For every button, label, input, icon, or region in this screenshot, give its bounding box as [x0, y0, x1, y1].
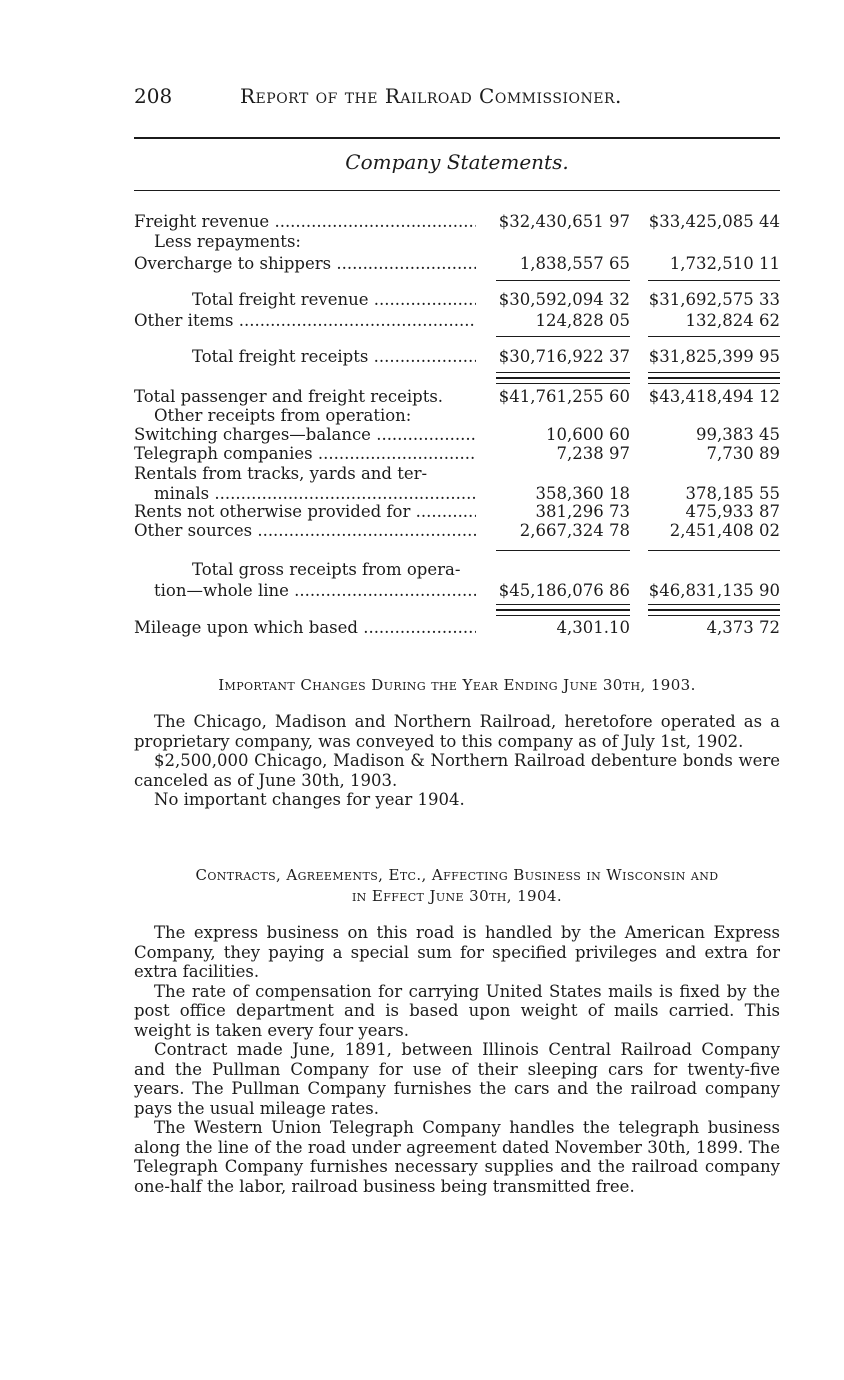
row-label: Total freight revenue ..... [192, 290, 476, 310]
value-col1: 358,360 18 [535, 484, 630, 503]
changes-heading: Important Changes During the Year Ending June 30th, 1903. [218, 676, 696, 694]
row-label: Other sources ..... [134, 521, 476, 541]
changes-body [134, 712, 780, 810]
statement-row [134, 406, 780, 426]
row-label: Overcharge to shippers ..... [134, 254, 476, 274]
row-label: Total freight receipts ..... [192, 347, 476, 367]
statement-row [134, 212, 780, 232]
running-title: Report of the Railroad Commissioner. [240, 84, 622, 108]
sum-rule [496, 550, 630, 551]
sum-rule [496, 280, 630, 281]
contracts-body [134, 923, 780, 1196]
double-rule [648, 610, 780, 616]
value-col1: 381,296 73 [535, 502, 630, 521]
row-label: Rents not otherwise provided for ..... [134, 502, 476, 522]
sum-rule [648, 336, 780, 337]
section-rule [134, 190, 780, 191]
paragraph: The express business on this road is handled by the American Express Company, they paying a special sum for specified privileges and extra for extra facilities. [134, 923, 780, 981]
value-col1: 4,301.10 [556, 618, 630, 637]
value-col2: 132,824 62 [685, 311, 780, 330]
value-col2: $31,692,575 33 [648, 290, 780, 309]
statement-row [134, 560, 780, 580]
row-label: Total gross receipts from opera- [192, 560, 461, 579]
row-label: Other receipts from operation: [154, 406, 412, 425]
statement-row [134, 425, 780, 445]
double-rule [496, 378, 630, 384]
statement-row [134, 618, 780, 638]
value-col1: 124,828 05 [535, 311, 630, 330]
statement-row [134, 387, 780, 407]
value-col1: $41,761,255 60 [498, 387, 630, 406]
statement-row [134, 347, 780, 367]
value-col1: 2,667,324 78 [519, 521, 630, 540]
value-col1: $30,716,922 37 [498, 347, 630, 366]
value-col2: $43,418,494 12 [648, 387, 780, 406]
statement-row [134, 311, 780, 331]
paragraph: The Western Union Telegraph Company handles the telegraph business along the line of the road under agreement dated November 30th, 1899. The Telegraph Company furnishes necessary supplies and the railroad company one-half the labor, railroad business being transmitted free. [134, 1118, 780, 1196]
value-col1: 7,238 97 [556, 444, 630, 463]
statement-row [134, 232, 780, 252]
row-label: Less repayments: [154, 232, 301, 251]
value-col1: $45,186,076 86 [498, 581, 630, 600]
section-title: Company Statements. [345, 150, 569, 174]
row-label: Telegraph companies ..... [134, 444, 476, 464]
row-label: tion—whole line ..... [154, 581, 476, 601]
paragraph: $2,500,000 Chicago, Madison & Northern Railroad debenture bonds were canceled as of June 30th, 1903. [134, 751, 780, 790]
value-col2: $33,425,085 44 [648, 212, 780, 231]
value-col1: $32,430,651 97 [498, 212, 630, 231]
row-label: minals ..... [154, 484, 476, 504]
statement-row [134, 521, 780, 541]
row-label: Switching charges—balance ..... [134, 425, 476, 445]
statement-row [134, 464, 780, 484]
header-rule [134, 137, 780, 139]
contracts-heading-line2: in Effect June 30th, 1904. [351, 887, 563, 905]
statement-row [134, 444, 780, 464]
page-header [134, 84, 780, 114]
value-col1: $30,592,094 32 [498, 290, 630, 309]
paragraph: The Chicago, Madison and Northern Railroad, heretofore operated as a proprietary company, was conveyed to this company as of July 1st, 1902. [134, 712, 780, 751]
contracts-heading [134, 865, 780, 907]
value-col2: 4,373 72 [706, 618, 780, 637]
value-col2: 475,933 87 [685, 502, 780, 521]
statement-row [134, 502, 780, 522]
paragraph: No important changes for year 1904. [154, 790, 465, 809]
page-number: 208 [134, 84, 173, 108]
value-col1: 1,838,557 65 [519, 254, 630, 273]
statement-row [134, 254, 780, 274]
row-label: Rentals from tracks, yards and ter- [134, 464, 428, 483]
value-col2: 2,451,408 02 [669, 521, 780, 540]
paragraph: The rate of compensation for carrying United States mails is fixed by the post office department and is based upon weight of mails carried. This weight is taken every four years. [134, 981, 780, 1040]
value-col2: 99,383 45 [696, 425, 780, 444]
value-col2: 7,730 89 [706, 444, 780, 463]
value-col2: $31,825,399 95 [648, 347, 780, 366]
contracts-heading-line1: Contracts, Agreements, Etc., Affecting Business in Wisconsin and [195, 866, 719, 884]
row-label: Total passenger and freight receipts. [134, 387, 444, 406]
value-col1: 10,600 60 [546, 425, 630, 444]
sum-rule [496, 336, 630, 337]
paragraph: Contract made June, 1891, between Illinois Central Railroad Company and the Pullman Company for use of their sleeping cars for twenty-five years. The Pullman Company furnishes the cars and the railroad company pays the usual mileage rates. [134, 1040, 780, 1118]
double-rule [648, 378, 780, 384]
statement-row [134, 484, 780, 504]
sum-rule [648, 550, 780, 551]
value-col2: 1,732,510 11 [669, 254, 780, 273]
row-label: Freight revenue ..... [134, 212, 476, 232]
statement-row [134, 581, 780, 601]
value-col2: $46,831,135 90 [648, 581, 780, 600]
statement-row [134, 290, 780, 310]
row-label: Mileage upon which based ..... [134, 618, 476, 638]
sum-rule [648, 280, 780, 281]
value-col2: 378,185 55 [685, 484, 780, 503]
double-rule [496, 610, 630, 616]
row-label: Other items ..... [134, 311, 476, 331]
